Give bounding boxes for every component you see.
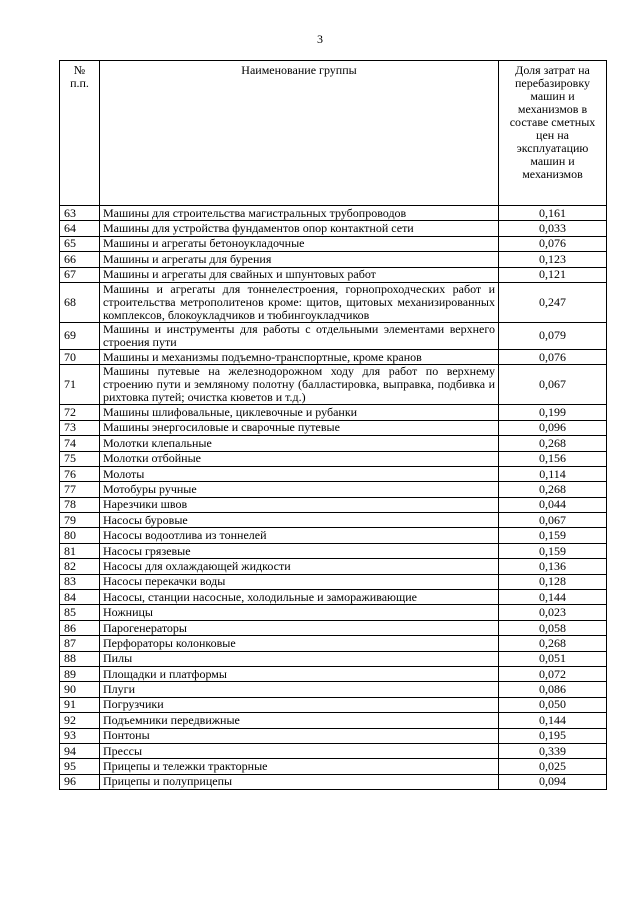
cost-share-table xyxy=(59,60,607,790)
row-number: 67 xyxy=(60,267,100,282)
table-row xyxy=(60,236,607,251)
cost-share-value: 0,128 xyxy=(499,574,607,589)
cost-share-value: 0,123 xyxy=(499,252,607,267)
table-row xyxy=(60,636,607,651)
group-name: Прицепы и полуприцепы xyxy=(100,774,499,789)
row-number: 71 xyxy=(60,365,100,405)
table-row xyxy=(60,559,607,574)
cost-share-value: 0,247 xyxy=(499,282,607,322)
group-name: Машины и механизмы подъемно-транспортные, кроме кранов xyxy=(100,349,499,364)
group-name: Машины и агрегаты бетоноукладочные xyxy=(100,236,499,251)
cost-share-value: 0,121 xyxy=(499,267,607,282)
row-number: 64 xyxy=(60,221,100,236)
row-number: 65 xyxy=(60,236,100,251)
cost-share-value: 0,067 xyxy=(499,513,607,528)
cost-share-value: 0,051 xyxy=(499,651,607,666)
cost-share-value: 0,144 xyxy=(499,713,607,728)
group-name: Машины для устройства фундаментов опор контактной сети xyxy=(100,221,499,236)
row-number: 69 xyxy=(60,322,100,349)
table-row xyxy=(60,713,607,728)
row-number: 83 xyxy=(60,574,100,589)
group-name: Насосы для охлаждающей жидкости xyxy=(100,559,499,574)
row-number: 66 xyxy=(60,252,100,267)
group-name: Площадки и платформы xyxy=(100,666,499,681)
table-row xyxy=(60,349,607,364)
cost-share-value: 0,268 xyxy=(499,482,607,497)
row-number: 81 xyxy=(60,543,100,558)
cost-share-value: 0,161 xyxy=(499,206,607,221)
group-name: Машины и агрегаты для свайных и шпунтовых работ xyxy=(100,267,499,282)
group-name: Машины и агрегаты для бурения xyxy=(100,252,499,267)
cost-share-value: 0,156 xyxy=(499,451,607,466)
group-name: Молотки клепальные xyxy=(100,436,499,451)
table-row xyxy=(60,743,607,758)
row-number: 70 xyxy=(60,349,100,364)
row-number: 90 xyxy=(60,682,100,697)
row-number: 76 xyxy=(60,466,100,481)
table-row xyxy=(60,282,607,322)
group-name: Насосы водоотлива из тоннелей xyxy=(100,528,499,543)
table-row xyxy=(60,774,607,789)
row-number: 75 xyxy=(60,451,100,466)
table-row xyxy=(60,728,607,743)
group-name: Машины энергосиловые и сварочные путевые xyxy=(100,420,499,435)
table-row xyxy=(60,574,607,589)
group-name: Погрузчики xyxy=(100,697,499,712)
cost-share-value: 0,159 xyxy=(499,543,607,558)
cost-share-value: 0,339 xyxy=(499,743,607,758)
table-row xyxy=(60,497,607,512)
cost-share-value: 0,076 xyxy=(499,349,607,364)
group-name: Плуги xyxy=(100,682,499,697)
table-header-row xyxy=(60,61,607,206)
cost-share-value: 0,096 xyxy=(499,420,607,435)
table-row xyxy=(60,206,607,221)
table-row xyxy=(60,405,607,420)
group-name: Понтоны xyxy=(100,728,499,743)
cost-share-value: 0,025 xyxy=(499,759,607,774)
group-name: Насосы перекачки воды xyxy=(100,574,499,589)
cost-share-value: 0,159 xyxy=(499,528,607,543)
table-row xyxy=(60,252,607,267)
table-row xyxy=(60,682,607,697)
table-row xyxy=(60,466,607,481)
cost-share-value: 0,076 xyxy=(499,236,607,251)
table-row xyxy=(60,759,607,774)
row-number: 82 xyxy=(60,559,100,574)
table-row xyxy=(60,451,607,466)
table-row xyxy=(60,651,607,666)
cost-share-value: 0,033 xyxy=(499,221,607,236)
cost-share-value: 0,114 xyxy=(499,466,607,481)
group-name: Машины путевые на железнодорожном ходу для работ по верхнему строению пути и земляному полотну (балластировка, выправка, подбивка и рихтовка путей; очистка кюветов и т.д.) xyxy=(100,365,499,405)
group-name: Мотобуры ручные xyxy=(100,482,499,497)
row-number: 87 xyxy=(60,636,100,651)
group-name: Парогенераторы xyxy=(100,620,499,635)
cost-share-value: 0,268 xyxy=(499,636,607,651)
group-name: Прицепы и тележки тракторные xyxy=(100,759,499,774)
cost-share-value: 0,079 xyxy=(499,322,607,349)
table-row xyxy=(60,605,607,620)
table-row xyxy=(60,420,607,435)
row-number: 89 xyxy=(60,666,100,681)
group-name: Машины для строительства магистральных трубопроводов xyxy=(100,206,499,221)
cost-share-value: 0,050 xyxy=(499,697,607,712)
header-number: № п.п. xyxy=(60,61,100,206)
table-row xyxy=(60,267,607,282)
cost-share-value: 0,199 xyxy=(499,405,607,420)
row-number: 84 xyxy=(60,590,100,605)
row-number: 74 xyxy=(60,436,100,451)
cost-share-value: 0,072 xyxy=(499,666,607,681)
header-group-name: Наименование группы xyxy=(100,61,499,206)
table-row xyxy=(60,365,607,405)
table-row xyxy=(60,620,607,635)
row-number: 77 xyxy=(60,482,100,497)
row-number: 85 xyxy=(60,605,100,620)
cost-share-value: 0,067 xyxy=(499,365,607,405)
table-row xyxy=(60,482,607,497)
row-number: 79 xyxy=(60,513,100,528)
row-number: 95 xyxy=(60,759,100,774)
table-row xyxy=(60,590,607,605)
page-number: 3 xyxy=(317,32,323,46)
header-cost-share: Доля затрат на перебазировку машин и механизмов в составе сметных цен на эксплуатацию машин и механизмов xyxy=(499,61,607,206)
group-name: Машины и агрегаты для тоннелестроения, горнопроходческих работ и строительства метрополитенов кроме: щитов, щитовых механизированных комплексов, блокоукладчиков и тюбингоукладчиков xyxy=(100,282,499,322)
cost-share-value: 0,023 xyxy=(499,605,607,620)
group-name: Ножницы xyxy=(100,605,499,620)
group-name: Машины и инструменты для работы с отдельными элементами верхнего строения пути xyxy=(100,322,499,349)
cost-share-value: 0,058 xyxy=(499,620,607,635)
table-row xyxy=(60,543,607,558)
row-number: 86 xyxy=(60,620,100,635)
table-row xyxy=(60,436,607,451)
group-name: Прессы xyxy=(100,743,499,758)
row-number: 92 xyxy=(60,713,100,728)
row-number: 93 xyxy=(60,728,100,743)
cost-share-value: 0,195 xyxy=(499,728,607,743)
cost-share-value: 0,136 xyxy=(499,559,607,574)
table-row xyxy=(60,322,607,349)
table-row xyxy=(60,528,607,543)
group-name: Перфораторы колонковые xyxy=(100,636,499,651)
group-name: Пилы xyxy=(100,651,499,666)
row-number: 72 xyxy=(60,405,100,420)
cost-share-value: 0,094 xyxy=(499,774,607,789)
group-name: Нарезчики швов xyxy=(100,497,499,512)
row-number: 73 xyxy=(60,420,100,435)
row-number: 78 xyxy=(60,497,100,512)
cost-share-value: 0,144 xyxy=(499,590,607,605)
row-number: 63 xyxy=(60,206,100,221)
group-name: Машины шлифовальные, циклевочные и рубанки xyxy=(100,405,499,420)
group-name: Насосы, станции насосные, холодильные и замораживающие xyxy=(100,590,499,605)
row-number: 96 xyxy=(60,774,100,789)
cost-share-value: 0,044 xyxy=(499,497,607,512)
group-name: Насосы буровые xyxy=(100,513,499,528)
group-name: Молоты xyxy=(100,466,499,481)
row-number: 94 xyxy=(60,743,100,758)
table-row xyxy=(60,666,607,681)
row-number: 80 xyxy=(60,528,100,543)
group-name: Молотки отбойные xyxy=(100,451,499,466)
group-name: Подъемники передвижные xyxy=(100,713,499,728)
table-row xyxy=(60,513,607,528)
group-name: Насосы грязевые xyxy=(100,543,499,558)
table-row xyxy=(60,221,607,236)
row-number: 88 xyxy=(60,651,100,666)
table-row xyxy=(60,697,607,712)
row-number: 68 xyxy=(60,282,100,322)
cost-share-value: 0,086 xyxy=(499,682,607,697)
cost-share-value: 0,268 xyxy=(499,436,607,451)
row-number: 91 xyxy=(60,697,100,712)
